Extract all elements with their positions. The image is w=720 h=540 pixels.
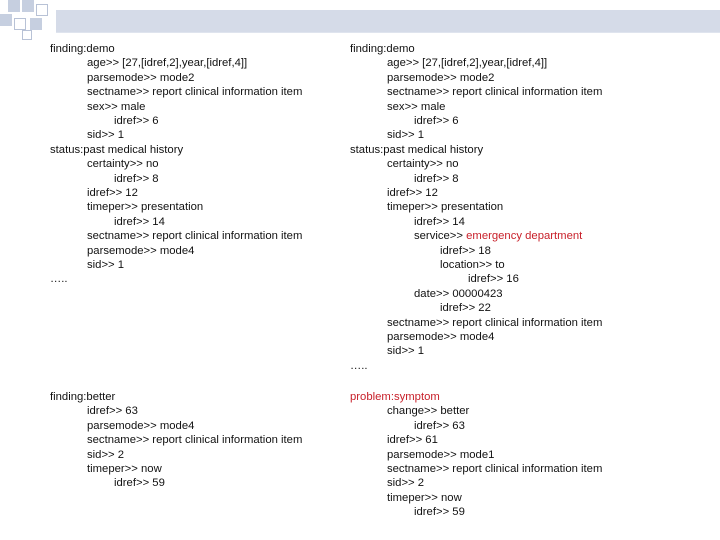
- line-text: sid>> 1: [87, 129, 125, 142]
- line-text: date>> 00000423: [414, 287, 503, 300]
- text-line: [387, 448, 494, 462]
- line-text: finding:demo: [50, 43, 115, 55]
- text-line: [350, 390, 440, 404]
- text-line: [87, 229, 302, 243]
- line-text: idref>> 8: [114, 172, 159, 185]
- line-text: sid>> 2: [87, 448, 125, 461]
- line-text: parsemode>> mode2: [387, 71, 495, 84]
- text-line: [50, 42, 115, 56]
- text-line: [350, 143, 483, 157]
- text-line: [387, 344, 424, 358]
- text-line: [387, 157, 459, 171]
- line-text: service>>: [414, 230, 467, 243]
- text-line: [387, 100, 445, 114]
- text-line: [87, 404, 138, 418]
- line-text: sid>> 1: [387, 129, 425, 142]
- line-text: change>> better: [387, 405, 470, 418]
- line-text: idref>> 6: [114, 115, 159, 127]
- deco-square: [36, 4, 48, 16]
- line-text: sectname>> report clinical information item: [387, 463, 603, 475]
- line-text: finding:demo: [350, 43, 415, 55]
- line-text: sid>> 1: [387, 345, 425, 358]
- text-line: [414, 505, 465, 519]
- text-line: [387, 186, 438, 200]
- text-line: [387, 56, 547, 70]
- text-line: [414, 114, 459, 128]
- text-line: [387, 128, 424, 142]
- line-text: idref>> 59: [414, 506, 465, 519]
- highlighted-text: problem:symptom: [350, 391, 440, 403]
- line-text: sex>> male: [87, 100, 146, 113]
- text-line: [387, 404, 469, 418]
- line-text: idref>> 63: [414, 419, 465, 432]
- text-line: [387, 491, 462, 505]
- line-text: …..: [350, 359, 368, 372]
- text-line: [114, 215, 165, 229]
- text-line: [50, 143, 183, 157]
- line-text: …..: [50, 273, 68, 286]
- text-line: [87, 85, 302, 99]
- line-text: sectname>> report clinical information item: [87, 86, 303, 99]
- deco-square: [0, 14, 12, 26]
- text-line: [468, 272, 519, 286]
- line-text: status:past medical history: [50, 143, 184, 156]
- line-text: certainty>> no: [387, 158, 459, 171]
- text-line: [414, 215, 465, 229]
- text-line: [414, 229, 582, 243]
- text-line: [414, 287, 503, 301]
- deco-square: [22, 0, 34, 12]
- text-line: [87, 419, 194, 433]
- line-text: idref>> 16: [468, 273, 519, 286]
- text-line: [87, 186, 138, 200]
- text-line: [387, 476, 424, 490]
- deco-square: [30, 18, 42, 30]
- text-line: [440, 244, 491, 258]
- line-text: sid>> 1: [87, 259, 125, 271]
- line-text: idref>> 63: [87, 405, 138, 418]
- text-line: [114, 114, 159, 128]
- text-line: [87, 258, 124, 272]
- text-line: [114, 476, 165, 490]
- line-text: timeper>> now: [87, 463, 162, 475]
- text-line: [50, 272, 68, 286]
- line-text: idref>> 12: [87, 187, 138, 199]
- line-text: parsemode>> mode1: [387, 448, 495, 461]
- deco-square: [14, 18, 26, 30]
- line-text: idref>> 12: [387, 187, 438, 199]
- text-line: [87, 128, 124, 142]
- deco-square: [22, 30, 32, 40]
- line-text: sex>> male: [387, 100, 446, 113]
- line-text: idref>> 18: [440, 244, 491, 257]
- line-text: idref>> 59: [114, 477, 165, 490]
- line-text: idref>> 22: [440, 302, 491, 315]
- line-text: sectname>> report clinical information item: [87, 230, 303, 243]
- line-text: timeper>> presentation: [387, 201, 504, 214]
- text-line: [87, 244, 194, 258]
- line-text: certainty>> no: [87, 158, 159, 171]
- line-text: sectname>> report clinical information item: [87, 434, 303, 447]
- text-line: [87, 462, 162, 476]
- text-line: [387, 71, 494, 85]
- line-text: location>> to: [440, 259, 505, 271]
- line-text: sectname>> report clinical information item: [387, 86, 603, 99]
- line-text: age>> [27,[idref,2],year,[idref,4]]: [387, 57, 548, 70]
- line-text: idref>> 14: [114, 215, 165, 228]
- text-line: [387, 316, 602, 330]
- line-text: sid>> 2: [387, 477, 425, 490]
- text-line: [350, 42, 415, 56]
- text-line: [87, 448, 124, 462]
- line-text: idref>> 61: [387, 434, 438, 447]
- line-text: status:past medical history: [350, 143, 484, 156]
- text-line: [87, 71, 194, 85]
- title-bar: [56, 10, 720, 32]
- text-line: [87, 433, 302, 447]
- highlighted-text: emergency department: [466, 230, 583, 243]
- line-text: parsemode>> mode4: [87, 419, 195, 432]
- line-text: parsemode>> mode4: [87, 244, 195, 257]
- line-text: parsemode>> mode4: [387, 331, 495, 343]
- text-line: [87, 100, 145, 114]
- text-line: [114, 172, 159, 186]
- text-line: [87, 157, 159, 171]
- line-text: timeper>> now: [387, 491, 462, 504]
- text-line: [414, 419, 465, 433]
- text-line: [387, 433, 438, 447]
- title-underline: [56, 32, 720, 33]
- line-text: sectname>> report clinical information item: [387, 316, 603, 329]
- line-text: idref>> 8: [414, 172, 459, 185]
- text-line: [440, 301, 491, 315]
- line-text: timeper>> presentation: [87, 201, 204, 214]
- line-text: idref>> 6: [414, 115, 459, 127]
- text-line: [387, 200, 503, 214]
- line-text: age>> [27,[idref,2],year,[idref,4]]: [87, 57, 248, 70]
- text-line: [387, 85, 602, 99]
- deco-square: [8, 0, 20, 12]
- line-text: idref>> 14: [414, 215, 465, 228]
- line-text: finding:better: [50, 391, 116, 403]
- line-text: parsemode>> mode2: [87, 71, 195, 84]
- text-line: [50, 390, 115, 404]
- text-line: [414, 172, 459, 186]
- title-decoration: [0, 0, 720, 40]
- text-line: [350, 359, 368, 373]
- text-line: [387, 462, 602, 476]
- text-line: [440, 258, 505, 272]
- text-line: [87, 56, 247, 70]
- text-line: [87, 200, 203, 214]
- text-line: [387, 330, 494, 344]
